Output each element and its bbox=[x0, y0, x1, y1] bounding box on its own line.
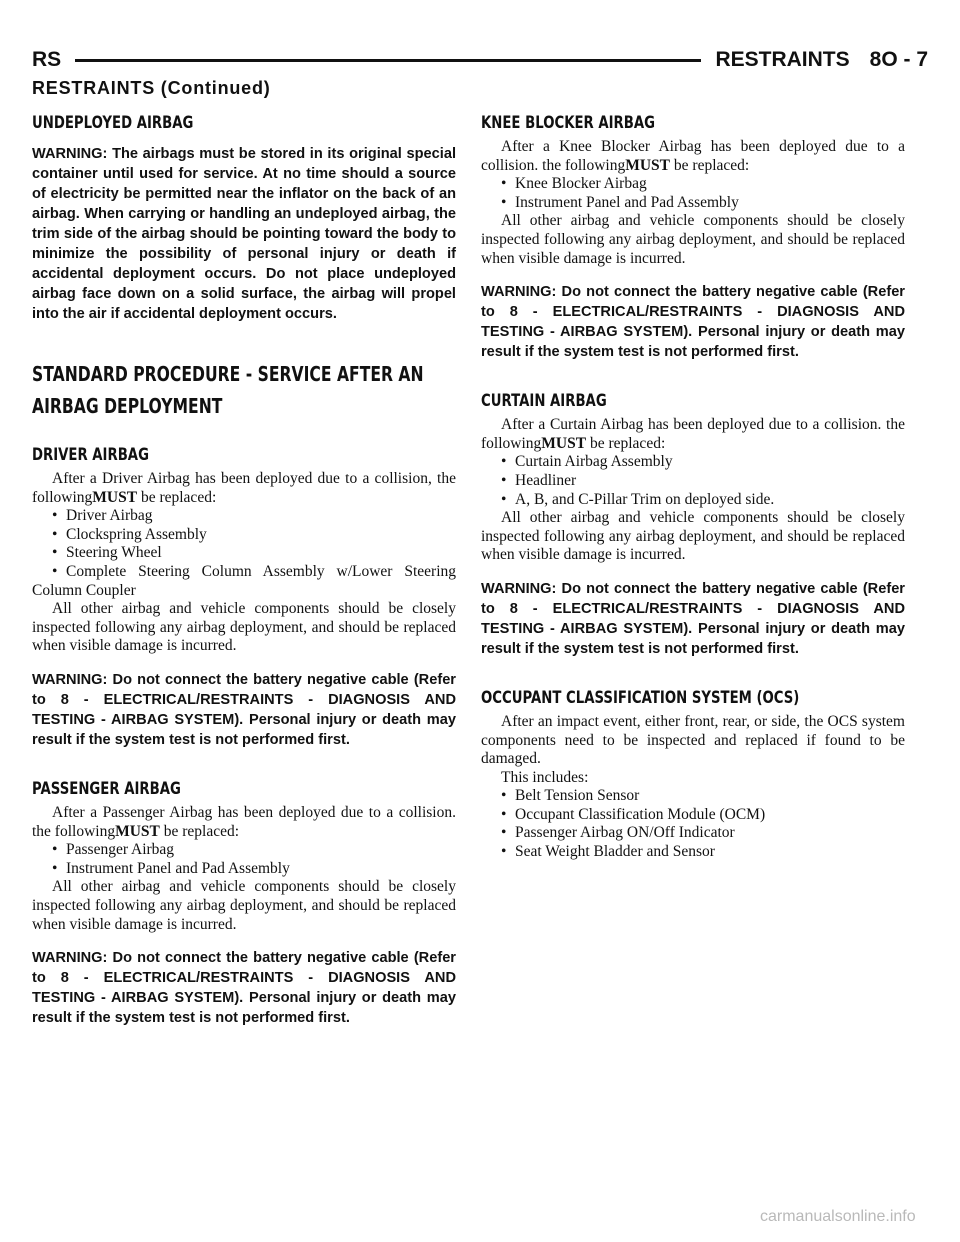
passenger-airbag-replace-list bbox=[32, 841, 456, 878]
right-column bbox=[481, 112, 905, 862]
driver-airbag-heading: DRIVER AIRBAG bbox=[32, 445, 149, 465]
list-item: • Passenger Airbag ON/Off Indicator bbox=[501, 824, 735, 842]
passenger-airbag-heading: PASSENGER AIRBAG bbox=[32, 778, 181, 799]
list-item: • Belt Tension Sensor bbox=[501, 787, 640, 805]
list-item: • Driver Airbag bbox=[52, 507, 153, 525]
list-item: • Complete Steering Column Assembly w/Lower Steering Column Coupler bbox=[32, 562, 456, 599]
list-item: • Seat Weight Bladder and Sensor bbox=[501, 843, 715, 861]
ocs-includes-label: This includes: bbox=[501, 768, 589, 786]
header-vehicle-code: RS bbox=[32, 48, 62, 71]
knee-blocker-replace-list bbox=[481, 175, 905, 212]
curtain-airbag-intro: After a Curtain Airbag has been deployed due to a collision. the followingMUST be replaced: bbox=[481, 416, 905, 452]
knee-blocker-airbag-warning: WARNING: Do not connect the battery negative cable (Refer to 8 - ELECTRICAL/RESTRAINTS - DIAGNOSIS AND TESTING - AIRBAG SYSTEM). Personal injury or death may result if the system test is not performed first. bbox=[481, 284, 905, 361]
list-item: • Steering Wheel bbox=[52, 544, 162, 562]
standard-procedure-heading-line2: AIRBAG DEPLOYMENT bbox=[32, 394, 223, 418]
list-item: • Clockspring Assembly bbox=[52, 525, 207, 543]
header-rule bbox=[75, 59, 701, 62]
watermark: carmanualsonline.info bbox=[760, 1208, 916, 1225]
passenger-airbag-note: All other airbag and vehicle components should be closely inspected following any airbag deployment, and should be replaced when visible damage is incurred. bbox=[32, 878, 456, 933]
list-item: • Instrument Panel and Pad Assembly bbox=[52, 859, 290, 877]
header-section: RESTRAINTS bbox=[715, 48, 850, 71]
list-item: • Passenger Airbag bbox=[52, 841, 175, 859]
standard-procedure-heading-line1: STANDARD PROCEDURE - SERVICE AFTER AN bbox=[32, 362, 424, 386]
list-item: • Knee Blocker Airbag bbox=[501, 175, 647, 193]
knee-blocker-airbag-heading: KNEE BLOCKER AIRBAG bbox=[481, 113, 656, 133]
passenger-airbag-intro: After a Passenger Airbag has been deployed due to a collision. the followingMUST be replaced: bbox=[32, 803, 456, 840]
continued-heading: RESTRAINTS (Continued) bbox=[32, 78, 271, 98]
curtain-airbag-warning: WARNING: Do not connect the battery negative cable (Refer to 8 - ELECTRICAL/RESTRAINTS - DIAGNOSIS AND TESTING - AIRBAG SYSTEM). Personal injury or death may result if the system test is not performed first. bbox=[481, 580, 905, 657]
curtain-airbag-note: All other airbag and vehicle components should be closely inspected following any airbag deployment, and should be replaced when visible damage is incurred. bbox=[481, 509, 905, 564]
header-page-number: 8O - 7 bbox=[869, 48, 928, 71]
ocs-heading: OCCUPANT CLASSIFICATION SYSTEM (OCS) bbox=[481, 687, 800, 708]
list-item: • Curtain Airbag Assembly bbox=[501, 453, 673, 471]
ocs-intro: After an impact event, either front, rear, or side, the OCS system components need to be inspected and replaced if found to be damaged. bbox=[481, 712, 905, 768]
passenger-airbag-warning: WARNING: Do not connect the battery negative cable (Refer to 8 - ELECTRICAL/RESTRAINTS - DIAGNOSIS AND TESTING - AIRBAG SYSTEM). Personal injury or death may result if the system test is not performed first. bbox=[32, 950, 456, 1027]
undeployed-airbag-heading: UNDEPLOYED AIRBAG bbox=[32, 113, 194, 133]
page-header bbox=[32, 44, 928, 76]
driver-airbag-note: All other airbag and vehicle components should be closely inspected following any airbag deployment, and should be replaced when visible damage is incurred. bbox=[32, 600, 456, 655]
curtain-airbag-replace-list bbox=[481, 453, 905, 509]
ocs-component-list bbox=[481, 787, 905, 861]
driver-airbag-replace-list bbox=[32, 507, 456, 600]
left-column bbox=[32, 112, 456, 1028]
list-item: • Occupant Classification Module (OCM) bbox=[501, 805, 766, 823]
driver-airbag-warning: WARNING: Do not connect the battery negative cable (Refer to 8 - ELECTRICAL/RESTRAINTS - DIAGNOSIS AND TESTING - AIRBAG SYSTEM). Personal injury or death may result if the system test is not performed first. bbox=[32, 671, 456, 748]
list-item: • Instrument Panel and Pad Assembly bbox=[501, 193, 739, 211]
list-item: • Headliner bbox=[501, 471, 577, 489]
driver-airbag-intro: After a Driver Airbag has been deployed due to a collision, the followingMUST be replaced: bbox=[32, 470, 456, 506]
knee-blocker-airbag-note: All other airbag and vehicle components should be closely inspected following any airbag deployment, and should be replaced when visible damage is incurred. bbox=[481, 212, 905, 267]
curtain-airbag-heading: CURTAIN AIRBAG bbox=[481, 391, 607, 412]
knee-blocker-airbag-intro: After a Knee Blocker Airbag has been deployed due to a collision. the followingMUST be replaced: bbox=[481, 138, 905, 174]
undeployed-airbag-warning: WARNING: The airbags must be stored in its original special container until used for service. At no time should a source of electricity be permitted near the inflator on the back of an airbag. When carrying or handling an undeployed airbag, the trim side of the airbag should be pointing toward the body to minimize the possibility of personal injury or death if accidental deployment occurs. Do not place undeployed airbag face down on a solid surface, the airbag will propel into the air if accidental deployment occurs. bbox=[32, 146, 456, 322]
list-item: • A, B, and C-Pillar Trim on deployed side. bbox=[501, 490, 775, 508]
